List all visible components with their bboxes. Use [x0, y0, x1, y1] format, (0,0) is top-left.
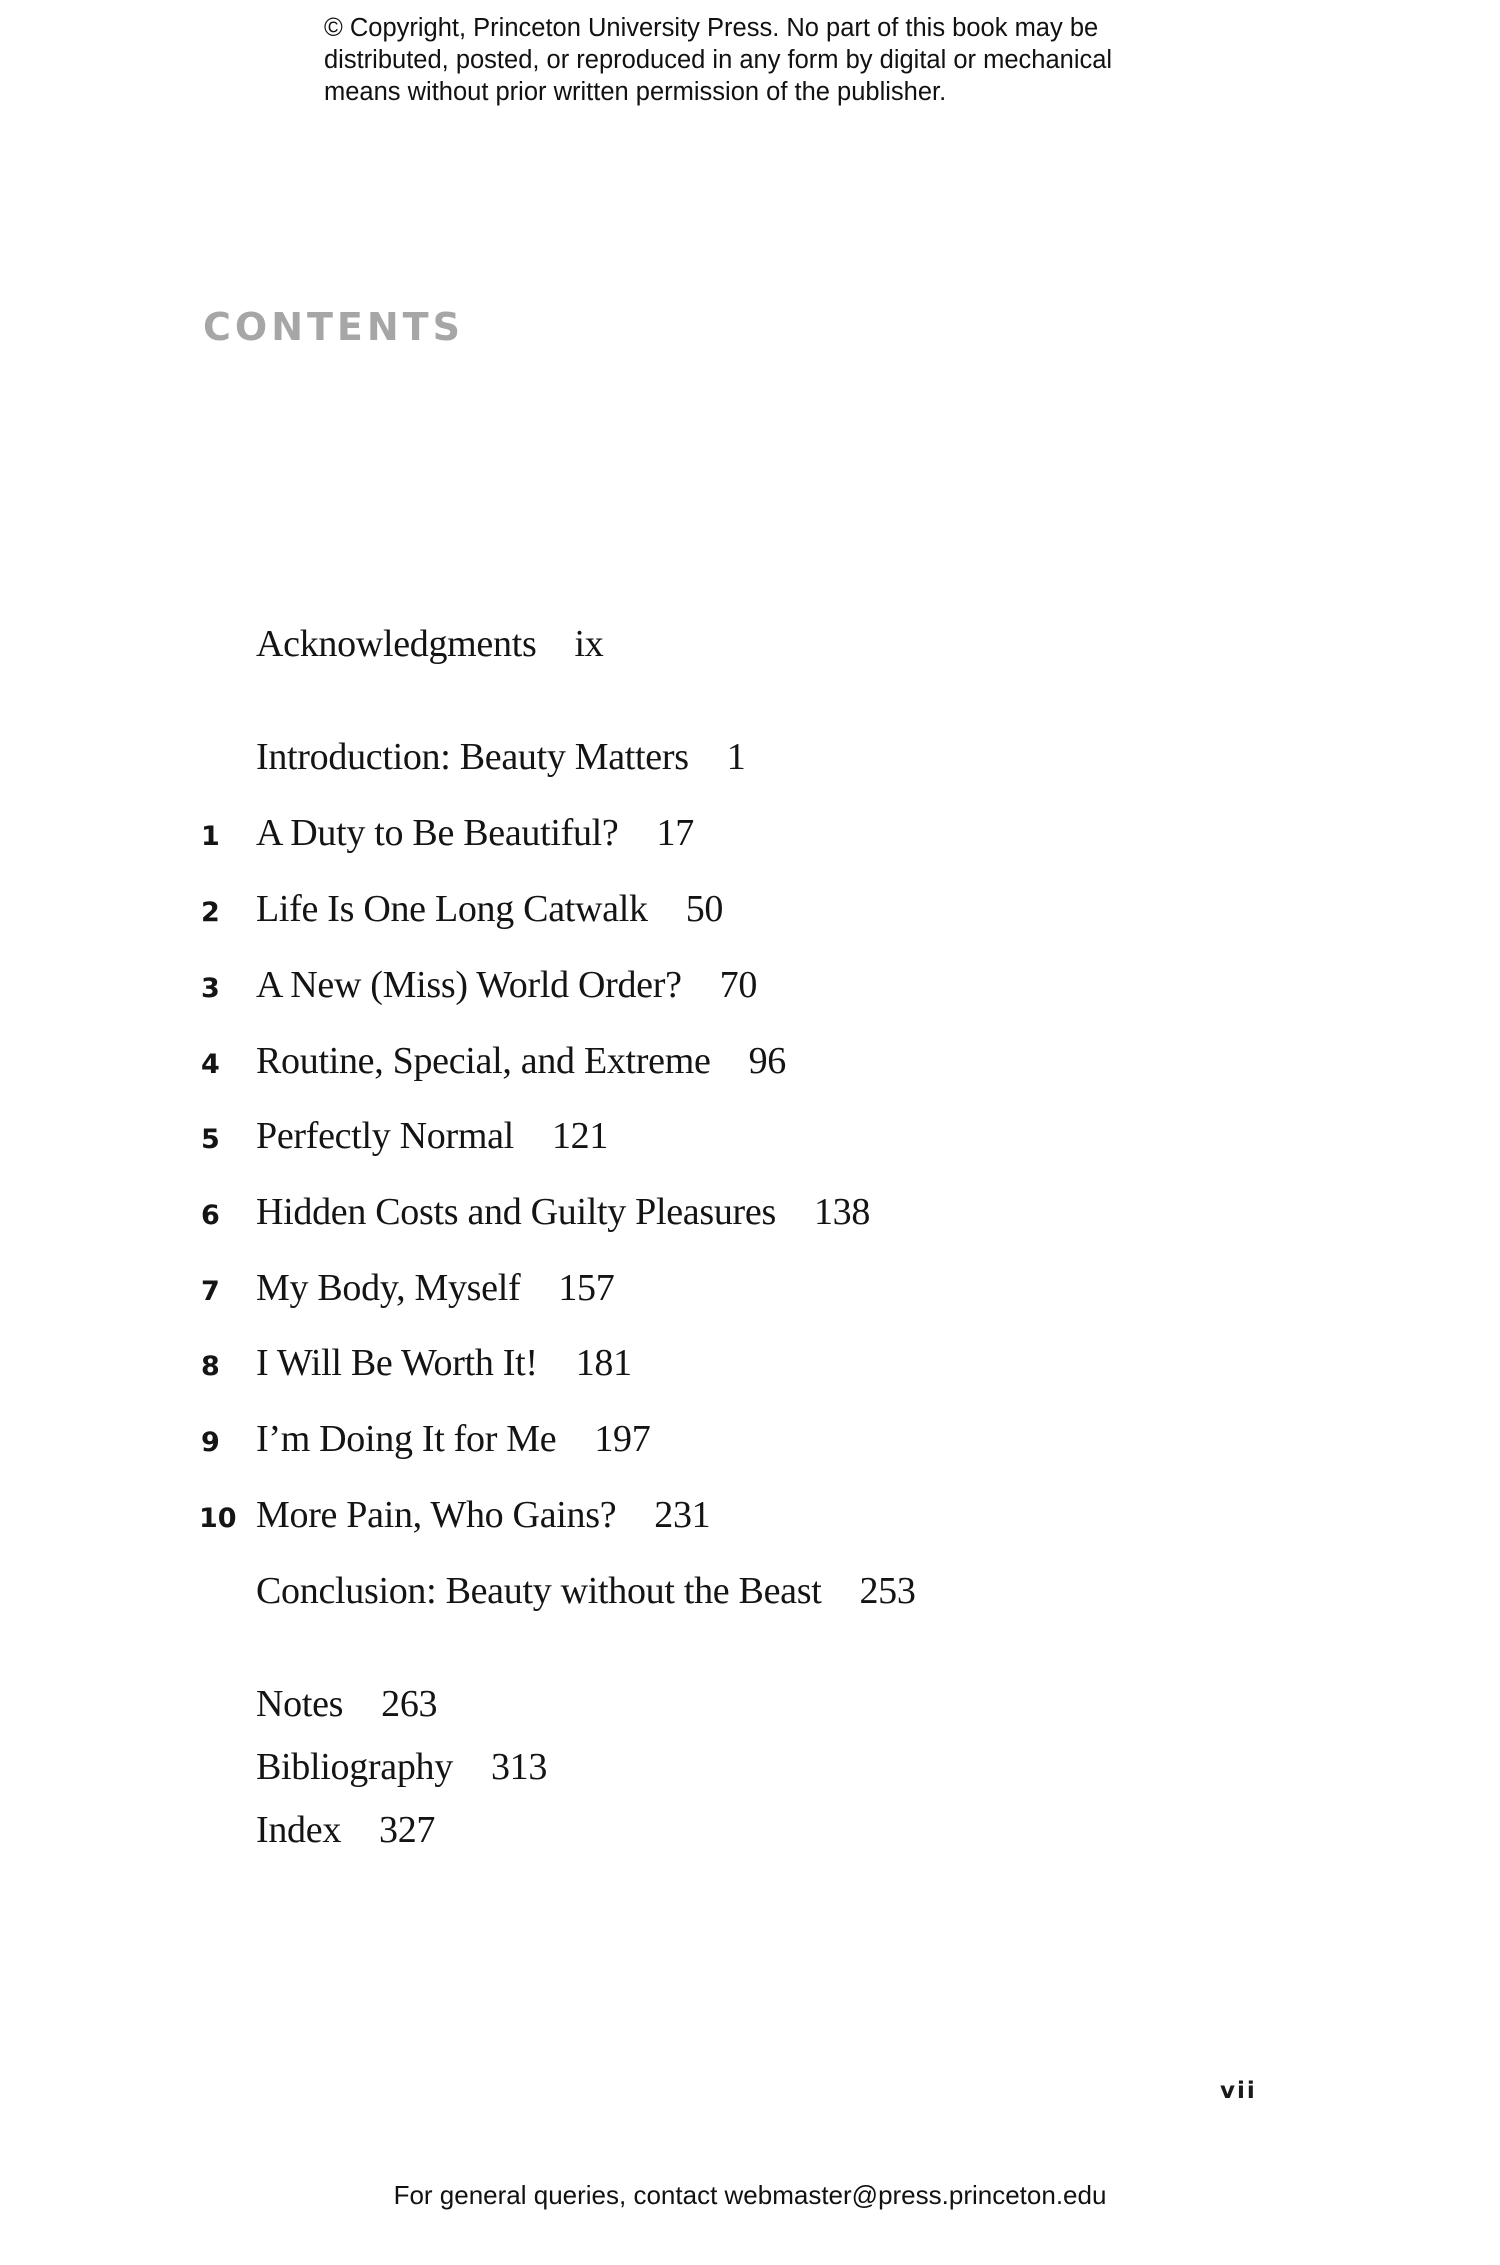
entry-page: 50	[685, 888, 724, 930]
chapter-number: 10	[199, 1503, 237, 1534]
chapter-number: 8	[201, 1351, 220, 1382]
entry-page: 17	[656, 812, 694, 854]
entry-title: I’m Doing It for Me	[256, 1418, 557, 1460]
entry-page: 138	[813, 1191, 871, 1233]
entry-title: I Will Be Worth It!	[256, 1342, 538, 1384]
entry-title: A Duty to Be Beautiful?	[256, 812, 619, 854]
entry-page: 121	[551, 1115, 609, 1157]
chapter-number: 7	[201, 1276, 220, 1307]
entry-page: 263	[381, 1683, 438, 1725]
entry-page: 1	[726, 736, 746, 778]
entry-page: 96	[748, 1040, 786, 1082]
entry-page: 70	[719, 964, 758, 1006]
entry-title: Life Is One Long Catwalk	[256, 888, 648, 930]
page-title: CONTENTS	[203, 305, 464, 349]
chapter-number: 1	[201, 821, 220, 852]
chapter-number: 2	[201, 897, 220, 928]
entry-page: 313	[490, 1746, 548, 1788]
entry-page: 197	[594, 1418, 651, 1460]
chapter-number: 9	[201, 1427, 220, 1458]
entry-title: Routine, Special, and Extreme	[256, 1040, 711, 1082]
entry-title: Conclusion: Beauty without the Beast	[256, 1570, 822, 1612]
entry-title: Bibliography	[256, 1746, 453, 1788]
entry-page: ix	[574, 623, 604, 665]
chapter-number: 5	[201, 1124, 220, 1155]
entry-title: Notes	[256, 1683, 344, 1725]
page-number: vii	[1220, 2078, 1257, 2104]
entry-title: Hidden Costs and Guilty Pleasures	[256, 1191, 776, 1233]
chapter-number: 6	[201, 1200, 220, 1231]
entry-page: 181	[575, 1342, 632, 1384]
entry-title: More Pain, Who Gains?	[256, 1494, 617, 1536]
entry-page: 253	[859, 1570, 916, 1612]
footer-contact-text: For general queries, contact webmaster@press.princeton.edu	[393, 2180, 1107, 2210]
copyright-line: © Copyright, Princeton University Press. No part of this book may be	[324, 14, 1099, 42]
chapter-number: 3	[201, 973, 220, 1004]
entry-title: Acknowledgments	[256, 623, 537, 665]
entry-title: Introduction: Beauty Matters	[256, 736, 689, 778]
entry-page: 327	[379, 1809, 436, 1851]
entry-title: Index	[256, 1809, 342, 1851]
entry-title: My Body, Myself	[256, 1267, 521, 1309]
entry-title: Perfectly Normal	[256, 1115, 514, 1157]
entry-page: 157	[558, 1267, 615, 1309]
footer	[0, 2180, 1500, 2211]
entry-page: 231	[654, 1494, 711, 1536]
chapter-number: 4	[201, 1049, 220, 1080]
entry-title: A New (Miss) World Order?	[256, 964, 682, 1006]
copyright-line: distributed, posted, or reproduced in any form by digital or mechanical	[324, 46, 1113, 74]
copyright-line: means without prior written permission of the publisher.	[324, 78, 947, 106]
copyright-notice	[324, 12, 1204, 108]
